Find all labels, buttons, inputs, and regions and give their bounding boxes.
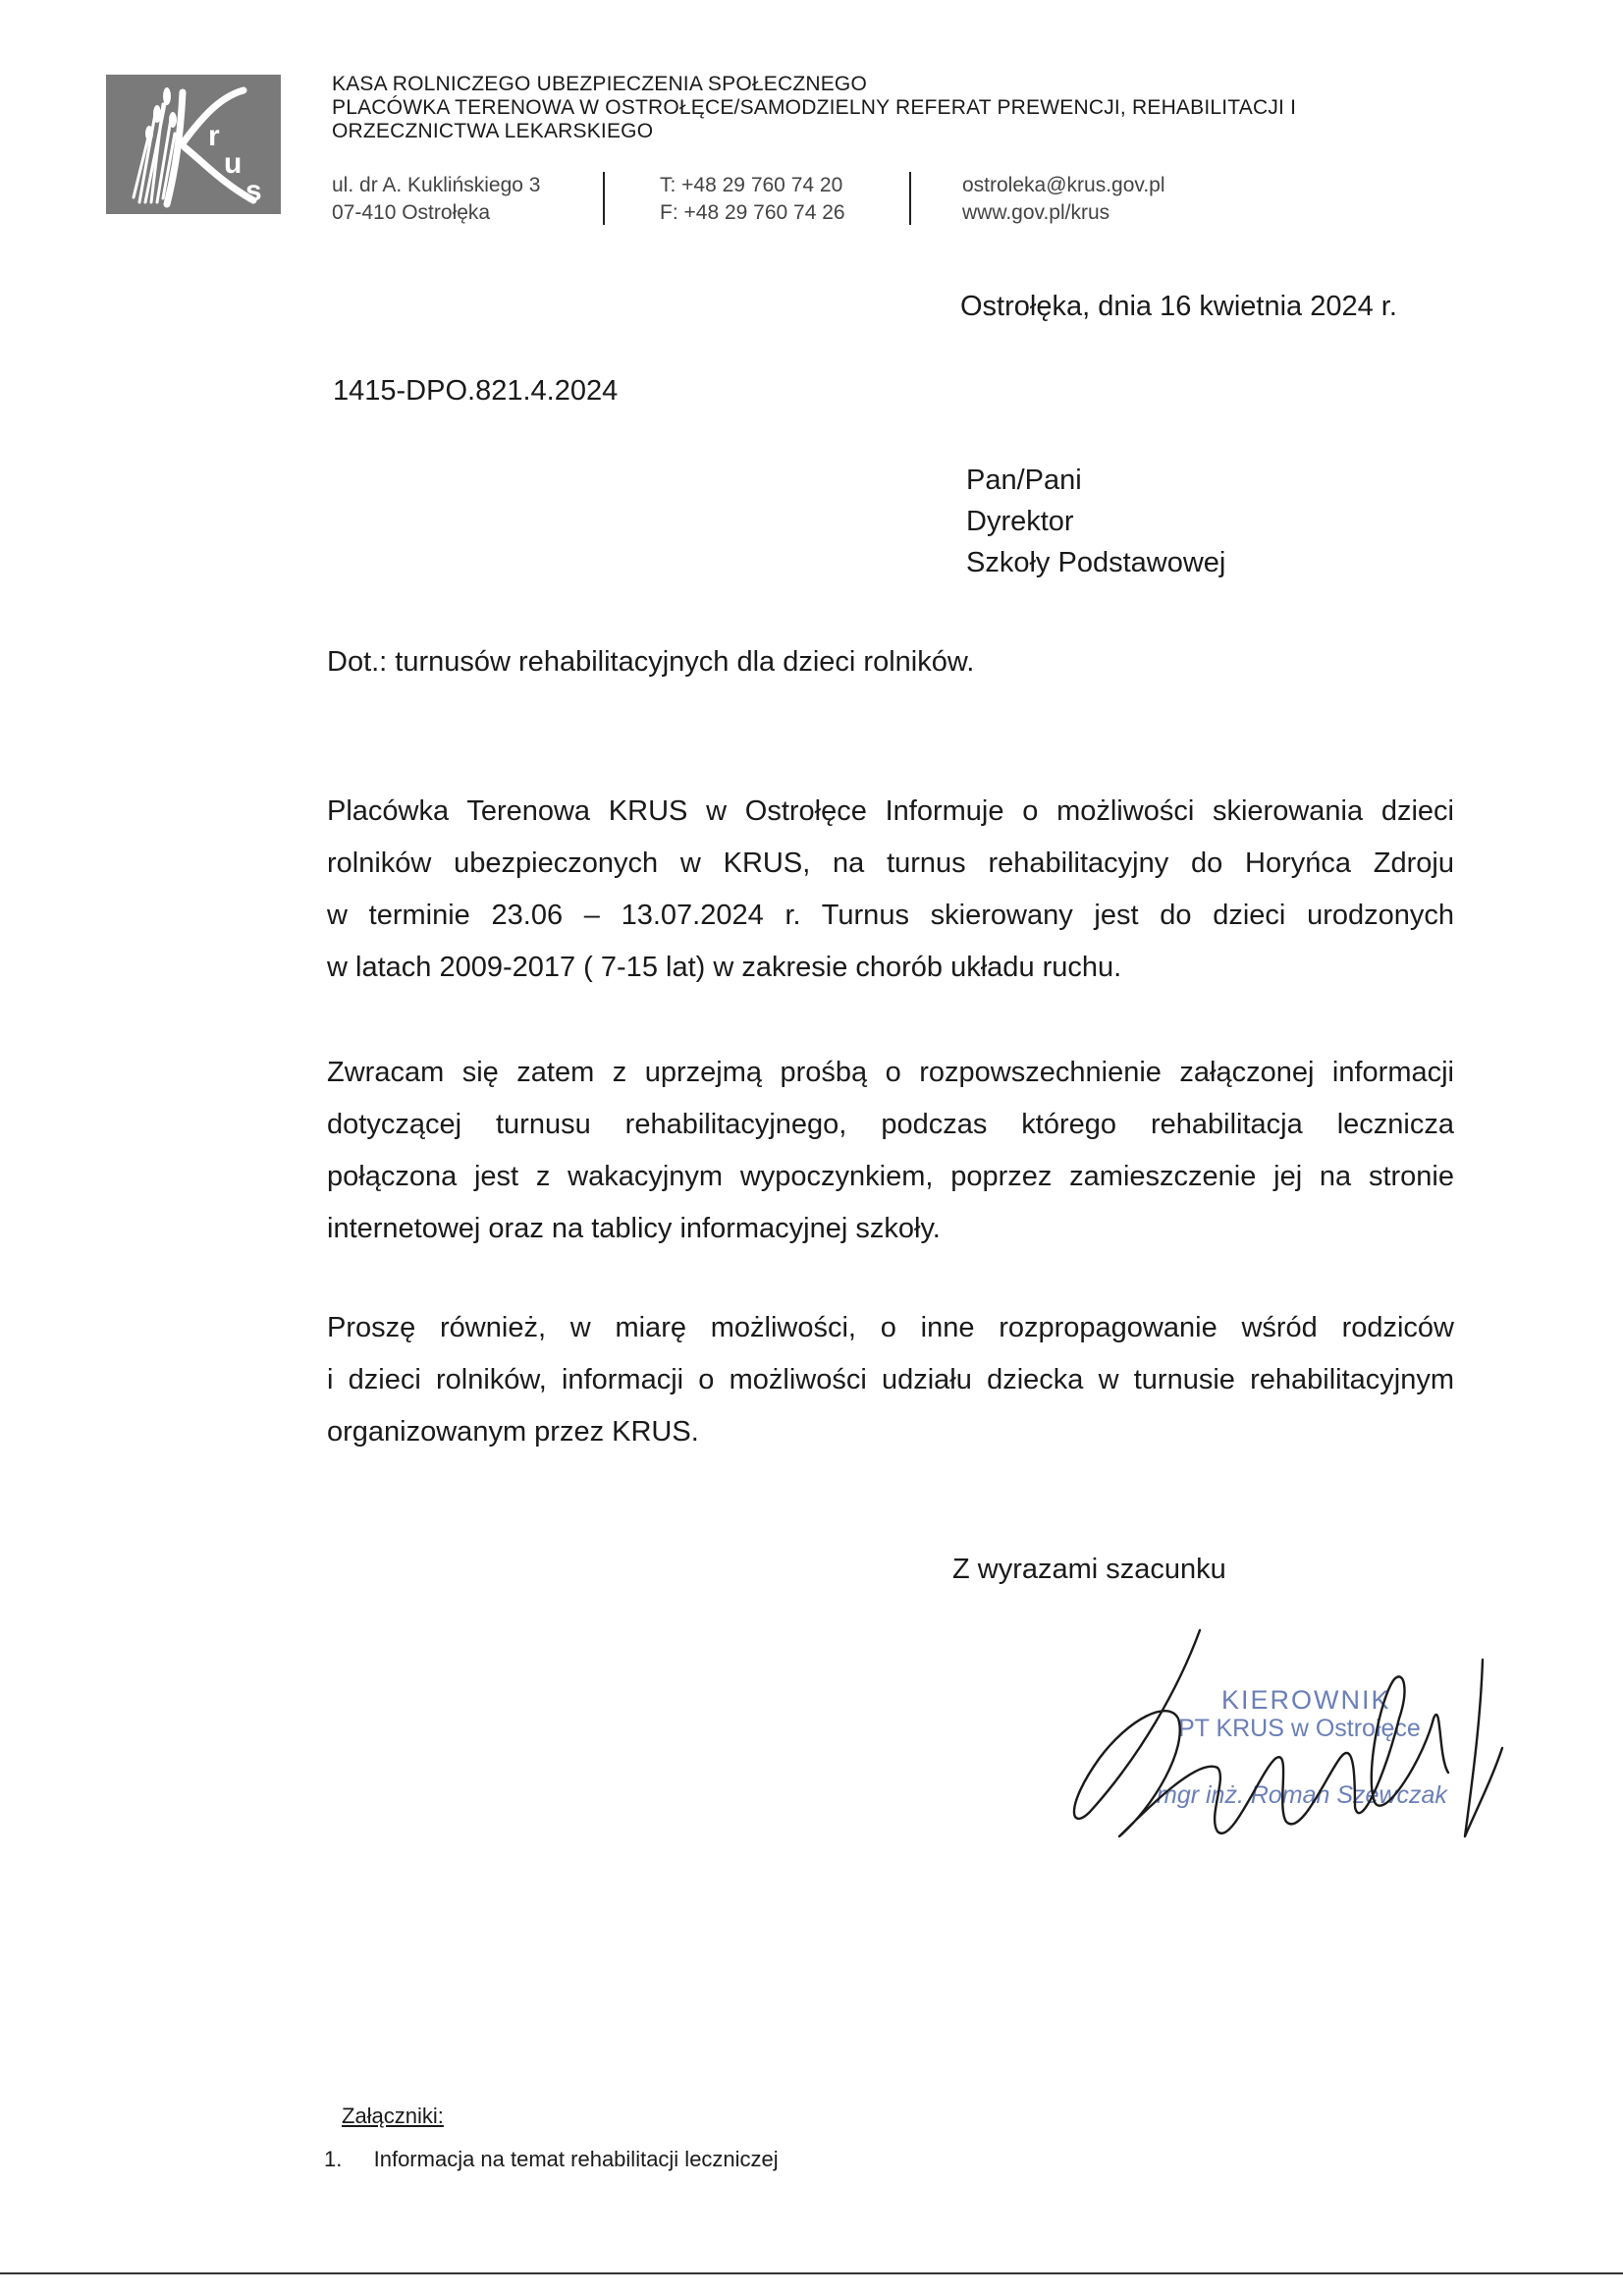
paragraph-2-line-4: internetowej oraz na tablicy informacyjnej szkoły. bbox=[327, 1213, 941, 1244]
paragraph-2-line-3: połączona jest z wakacyjnym wypoczynkiem, poprzez zamieszczenie jej na stronie bbox=[327, 1161, 1454, 1192]
stamp-signatory: mgr inż. Roman Szewczak bbox=[1157, 1781, 1447, 1809]
svg-text:s: s bbox=[245, 175, 262, 207]
paragraph-1-line-1: Placówka Terenowa KRUS w Ostrołęce Informuje o możliwości skierowania dzieci bbox=[327, 795, 1454, 827]
org-name-line-2: PLACÓWKA TERENOWA W OSTROŁĘCE/SAMODZIELNY REFERAT PREWENCJI, REHABILITACJI I bbox=[332, 96, 1297, 119]
paragraph-2-line-1: Zwracam się zatem z uprzejmą prośbą o rozpowszechnienie załączonej informacji bbox=[327, 1057, 1454, 1088]
email-link[interactable]: ostroleka@krus.gov.pl bbox=[962, 174, 1165, 196]
recipient-line-1: Pan/Pani bbox=[966, 465, 1082, 496]
web-block bbox=[962, 172, 1165, 227]
paragraph-3-line-2: i dzieci rolników, informacji o możliwości udziału dziecka w turnusie rehabilitacyjnym bbox=[327, 1364, 1454, 1395]
paragraph-1-line-2: rolników ubezpieczonych w KRUS, na turnus rehabilitacyjny do Horyńca Zdroju bbox=[327, 847, 1454, 879]
address-line-1: ul. dr A. Kuklińskiego 3 bbox=[332, 174, 541, 196]
paragraph-2-line-2: dotyczącej turnusu rehabilitacyjnego, podczas którego rehabilitacja lecznicza bbox=[327, 1109, 1454, 1140]
attachment-item-number: 1. bbox=[324, 2147, 343, 2171]
org-name-line-1: KASA ROLNICZEGO UBEZPIECZENIA SPOŁECZNEGO bbox=[332, 73, 867, 95]
letter-date: Ostrołęka, dnia 16 kwietnia 2024 r. bbox=[960, 291, 1397, 322]
fax-line: F: +48 29 760 74 26 bbox=[660, 201, 845, 224]
phone-line: T: +48 29 760 74 20 bbox=[660, 174, 843, 196]
footer-rule bbox=[0, 2272, 1623, 2274]
krus-logo bbox=[106, 75, 281, 214]
stamp-office: PT KRUS w Ostrołęce bbox=[1178, 1715, 1421, 1742]
closing-text: Z wyrazami szacunku bbox=[952, 1554, 1226, 1585]
paragraph-3-line-3: organizowanym przez KRUS. bbox=[327, 1416, 699, 1448]
svg-text:u: u bbox=[224, 147, 243, 180]
reference-number: 1415-DPO.821.4.2024 bbox=[333, 375, 619, 407]
paragraph-1-line-4: w latach 2009-2017 ( 7-15 lat) w zakresie chorób układu ruchu. bbox=[327, 952, 1122, 983]
recipient-line-2: Dyrektor bbox=[966, 506, 1074, 537]
recipient-line-3: Szkoły Podstawowej bbox=[966, 547, 1226, 578]
attachment-item-1 bbox=[324, 2147, 779, 2172]
paragraph-1-line-3: w terminie 23.06 – 13.07.2024 r. Turnus skierowany jest do dzieci urodzonych bbox=[327, 900, 1454, 931]
svg-text:r: r bbox=[208, 120, 220, 152]
phone-block bbox=[660, 172, 845, 227]
paragraph-3 bbox=[327, 1302, 1454, 1458]
address-line-2: 07-410 Ostrołęka bbox=[332, 201, 491, 224]
paragraph-1 bbox=[327, 786, 1454, 994]
recipient-block bbox=[966, 460, 1225, 583]
krus-logo-icon bbox=[106, 75, 281, 214]
handwritten-signature bbox=[1060, 1611, 1522, 1876]
org-name-line-3: ORZECZNICTWA LEKARSKIEGO bbox=[332, 120, 654, 142]
header-divider-1 bbox=[603, 172, 605, 225]
attachments-title: Załączniki: bbox=[342, 2104, 444, 2128]
website-link[interactable]: www.gov.pl/krus bbox=[962, 201, 1110, 224]
subject-line: Dot.: turnusów rehabilitacyjnych dla dzieci rolników. bbox=[327, 646, 975, 678]
attachment-item-text: Informacja na temat rehabilitacji leczniczej bbox=[373, 2147, 779, 2171]
header-divider-2 bbox=[909, 172, 911, 225]
stamp-title: KIEROWNIK bbox=[1221, 1685, 1391, 1715]
paragraph-3-line-1: Proszę również, w miarę możliwości, o inne rozpropagowanie wśród rodziców bbox=[327, 1312, 1454, 1343]
address-block bbox=[332, 172, 540, 227]
paragraph-2 bbox=[327, 1047, 1454, 1255]
